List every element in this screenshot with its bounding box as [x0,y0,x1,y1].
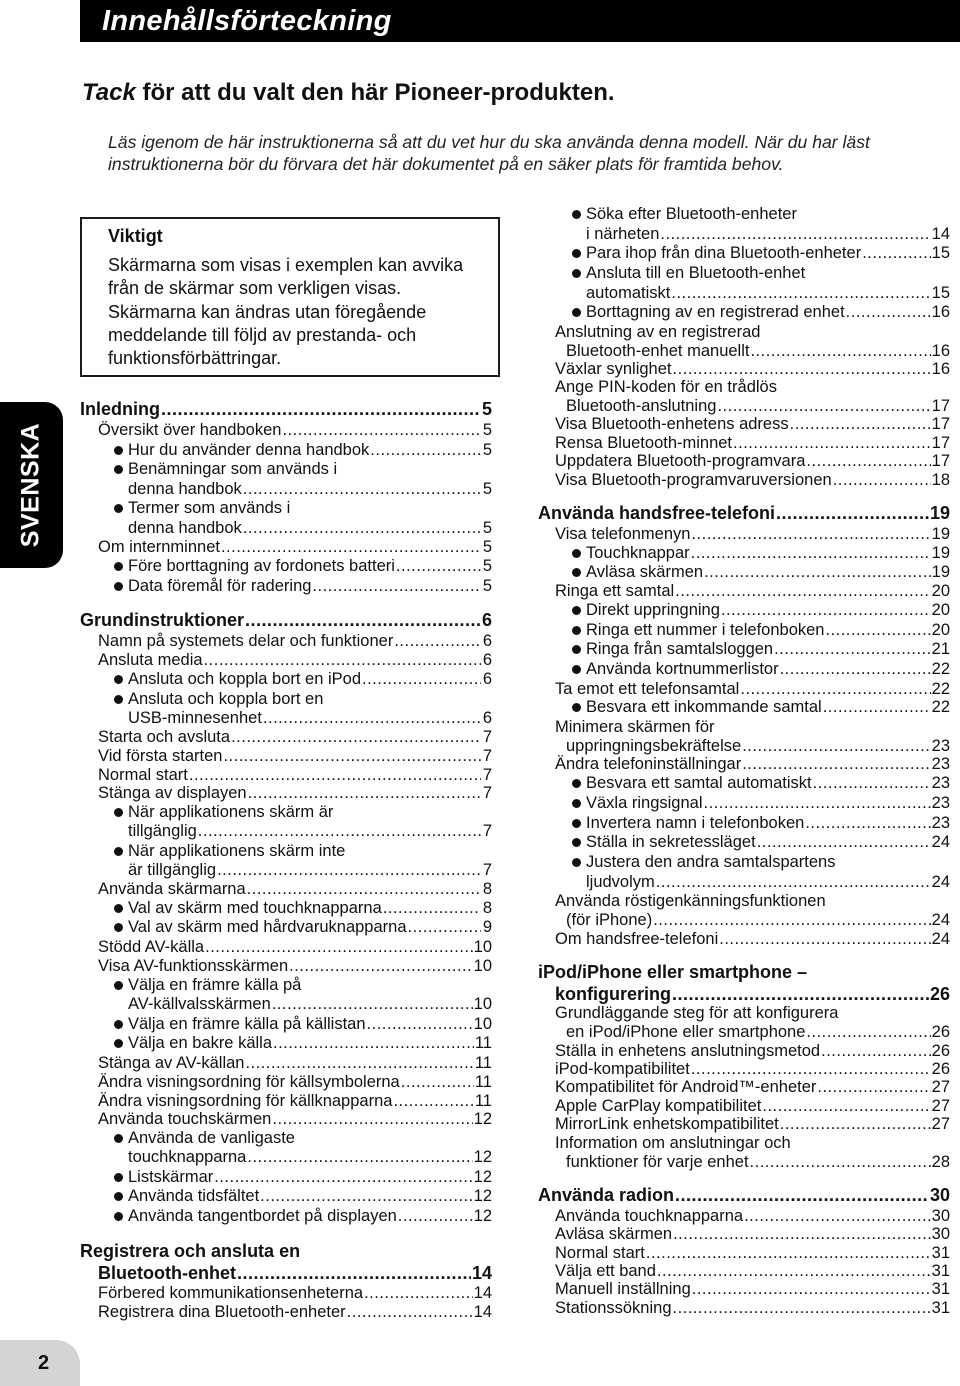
toc-entry[interactable] [555,1206,950,1226]
note-title: Viktigt [108,226,163,246]
toc-entry[interactable] [98,1283,492,1303]
toc-title: automatiskt [586,284,671,302]
toc-entry[interactable] [98,727,492,747]
toc-page: 5 [481,399,492,419]
toc-section-line: Registrera och ansluta en [80,1241,301,1261]
toc-title: Förbered kommunikationsenheterna [98,1284,364,1302]
toc-entry[interactable] [98,879,492,899]
toc-entry[interactable] [555,1243,950,1263]
toc-entry[interactable] [555,1096,950,1116]
toc-title: Välja en bakre källa [128,1034,273,1052]
toc-entry-line: Söka efter Bluetooth-enheter [572,204,797,224]
toc-page: 22 [931,680,950,698]
toc-page: 15 [931,284,950,302]
toc-title: Om internminnet [98,538,220,556]
toc-entry-line: Ange PIN-koden för en trådlös [555,378,777,396]
toc-title: Ändra visningsordning för källsymbolerna [98,1073,400,1091]
toc-page: 12 [473,1168,492,1186]
toc-title: Stänga av AV-källan [98,1054,245,1072]
toc-title: Bluetooth-enhet manuellt [566,342,750,360]
toc-title: uppringningsbekräftelse [566,737,742,755]
toc-entry[interactable] [555,470,950,490]
toc-entry[interactable] [572,562,950,582]
toc-title: Ställa in sekretessläget [586,833,756,851]
subtitle-rest: för att du valt den här Pioneer-produkten. [135,79,615,106]
toc-entry[interactable] [98,937,492,957]
toc-title: Val av skärm med touchknapparna [128,899,382,917]
toc-title: Använda tangentbordet på displayen [128,1207,397,1225]
toc-title: Före borttagning av fordonets batteri [128,557,395,575]
toc-page: 27 [931,1078,950,1096]
toc-title: Använda kortnummerlistor [586,660,779,678]
toc-page: 20 [931,621,950,639]
toc-entry-line: Information om anslutningar och [555,1134,791,1152]
toc-entry[interactable] [586,283,950,303]
toc-page: 15 [931,244,950,262]
toc-title: Använda skärmarna [98,880,246,898]
toc-page: 11 [474,1092,492,1110]
toc-title: Visa telefonmenyn [555,525,691,543]
toc-page: 19 [931,544,950,562]
toc-title: Listskärmar [128,1168,214,1186]
toc-title: Grundinstruktioner [80,610,245,630]
toc-entry[interactable] [114,440,492,460]
toc-entry[interactable] [555,1114,950,1134]
toc-entry[interactable] [98,420,492,440]
toc-page: 19 [929,503,950,523]
toc-page: 6 [482,632,492,650]
toc-entry[interactable] [586,224,950,244]
toc-entry[interactable] [98,1053,492,1073]
toc-entry[interactable] [555,359,950,379]
toc-page: 5 [482,577,492,595]
toc-page: 10 [473,957,492,975]
toc-page: 18 [931,471,950,489]
toc-title: Data föremål för radering [128,577,312,595]
toc-entry[interactable] [572,659,950,679]
toc-entry-line: Benämningar som används i [114,459,337,479]
toc-entry-line: Termer som används i [114,498,290,518]
toc-page: 12 [473,1187,492,1205]
toc-entry-line: Minimera skärmen för [555,718,715,736]
toc-entry[interactable] [555,929,950,949]
toc-entry[interactable] [555,1261,950,1281]
toc-title: Normal start [555,1244,645,1262]
toc-section[interactable] [80,398,492,420]
toc-title: Besvara ett inkommande samtal [586,698,822,716]
toc-title: Rensa Bluetooth-minnet [555,434,733,452]
toc-page: 28 [931,1153,950,1171]
toc-entry[interactable] [555,1077,950,1097]
toc-section[interactable] [80,609,492,631]
toc-title: denna handbok [128,480,242,498]
toc-title: Visa Bluetooth-enhetens adress [555,415,789,433]
toc-title: Ansluta media [98,651,203,669]
toc-page: 12 [473,1148,492,1166]
note-line: meddelande till följd av prestanda- och [108,325,417,345]
toc-page: 19 [931,525,950,543]
toc-page: 7 [482,766,492,784]
toc-entry[interactable] [555,581,950,601]
toc-title: i närheten [586,225,660,243]
toc-entry[interactable] [586,872,950,892]
toc-title: USB-minnesenhet [128,709,262,727]
toc-page: 19 [931,563,950,581]
toc-page: 22 [931,660,950,678]
note-line: funktionsförbättringar. [108,348,282,368]
toc-page: 7 [482,728,492,746]
toc-page: 5 [482,441,492,459]
toc-title: Uppdatera Bluetooth-programvara [555,452,806,470]
toc-title: Ta emot ett telefonsamtal [555,680,740,698]
toc-page: 5 [482,538,492,556]
toc-title: Växla ringsignal [586,794,703,812]
toc-title: Bluetooth-anslutning [566,397,717,415]
toc-page: 16 [931,342,950,360]
toc-page: 23 [931,755,950,773]
toc-entry-line: Anslutning av en registrerad [555,323,761,341]
toc-title: touchknapparna [128,1148,247,1166]
toc-page: 7 [482,784,492,802]
toc-entry-line: Justera den andra samtalspartens [572,852,835,872]
toc-page: 17 [931,415,950,433]
toc-title: Avläsa skärmen [555,1225,673,1243]
toc-entry[interactable] [572,600,950,620]
toc-entry[interactable] [114,1033,492,1053]
toc-title: Använda touchskärmen [98,1110,272,1128]
toc-entry[interactable] [98,650,492,670]
toc-entry[interactable] [555,679,950,699]
toc-title: Välja en främre källa på källistan [128,1015,366,1033]
toc-title: Inledning [80,399,160,419]
toc-page: 17 [931,452,950,470]
toc-page: 11 [474,1034,492,1052]
toc-page: 10 [473,995,492,1013]
toc-title: Stationssökning [555,1299,672,1317]
toc-entry[interactable] [572,793,950,813]
toc-page: 16 [931,303,950,321]
toc-entry[interactable] [98,746,492,766]
toc-page: 27 [931,1097,950,1115]
toc-section-line: iPod/iPhone eller smartphone – [538,962,808,982]
toc-title: Ändra telefoninställningar [555,755,742,773]
toc-entry[interactable] [572,639,950,659]
toc-entry-line: Använda röstigenkänningsfunktionen [555,892,826,910]
toc-entry[interactable] [114,898,492,918]
toc-page: 20 [931,582,950,600]
toc-page: 10 [473,938,492,956]
toc-title: Registrera dina Bluetooth-enheter [98,1303,346,1321]
subtitle-prefix: Tack [82,79,136,106]
toc-title: Apple CarPlay kompatibilitet [555,1097,762,1115]
toc-entry[interactable] [572,813,950,833]
toc-title: Normal start [98,766,188,784]
toc-page: 11 [474,1054,492,1072]
toc-page: 17 [931,434,950,452]
toc-entry[interactable] [566,341,950,361]
toc-title: Direkt uppringning [586,601,720,619]
toc-title: tillgänglig [128,822,197,840]
note-line: Skärmarna kan ändras utan föregående [108,302,427,322]
toc-entry[interactable] [98,631,492,651]
toc-page: 12 [473,1207,492,1225]
toc-title: (för iPhone) [566,911,653,929]
toc-entry[interactable] [128,1147,492,1167]
toc-section[interactable] [98,1262,492,1284]
toc-entry[interactable] [555,1059,950,1079]
toc-entry[interactable] [572,832,950,852]
toc-entry[interactable] [98,1302,492,1322]
toc-entry[interactable] [555,451,950,471]
toc-page: 24 [931,873,950,891]
toc-entry[interactable] [555,1298,950,1318]
toc-entry[interactable] [98,1091,492,1111]
toc-title: är tillgänglig [128,861,217,879]
toc-page: 31 [931,1280,950,1298]
subtitle [82,78,615,108]
toc-page: 5 [482,557,492,575]
toc-title: MirrorLink enhetskompatibilitet [555,1115,779,1133]
toc-title: Starta och avsluta [98,728,231,746]
toc-entry[interactable] [555,754,950,774]
toc-page: 7 [482,861,492,879]
toc-page: 6 [482,709,492,727]
toc-entry[interactable] [128,479,492,499]
toc-entry[interactable] [566,736,950,756]
toc-entry[interactable] [128,994,492,1014]
toc-page: 6 [481,610,492,630]
toc-entry[interactable] [128,821,492,841]
toc-title: Ändra visningsordning för källknapparna [98,1092,393,1110]
toc-entry[interactable] [572,302,950,322]
toc-entry[interactable] [566,1152,950,1172]
toc-title: Använda touchknapparna [555,1207,744,1225]
toc-title: ljudvolym [586,873,655,891]
toc-entry-line: När applikationens skärm är [114,802,333,822]
toc-title: Ringa ett nummer i telefonboken [586,621,825,639]
toc-entry[interactable] [572,697,950,717]
toc-title: Använda tidsfältet [128,1187,260,1205]
toc-page: 27 [931,1115,950,1133]
toc-page: 31 [931,1262,950,1280]
toc-title: Besvara ett samtal automatiskt [586,774,812,792]
toc-title: Para ihop från dina Bluetooth-enheter [586,244,862,262]
note-line: Skärmarna som visas i exemplen kan avvika [108,255,464,275]
toc-title: funktioner för varje enhet [566,1153,749,1171]
toc-page: 26 [931,1060,950,1078]
toc-entry[interactable] [572,773,950,793]
note-line: från de skärmar som verkligen visas. [108,278,402,298]
toc-entry[interactable] [98,1109,492,1129]
toc-page: 5 [482,480,492,498]
toc-page: 7 [482,747,492,765]
page-number: 2 [38,1352,50,1374]
toc-title: AV-källvalsskärmen [128,995,271,1013]
toc-entry[interactable] [114,669,492,689]
toc-entry[interactable] [114,576,492,596]
toc-entry-line: När applikationens skärm inte [114,841,345,861]
intro-line: Läs igenom de här instruktionerna så att du vet hur du ska använda denna modell. När du har läst [108,132,870,152]
toc-entry[interactable] [98,765,492,785]
toc-entry[interactable] [98,783,492,803]
toc-entry[interactable] [566,1022,950,1042]
toc-title: Touchknappar [586,544,690,562]
toc-page: 30 [931,1225,950,1243]
toc-title: Växlar synlighet [555,360,672,378]
toc-page: 24 [931,911,950,929]
toc-title: iPod-kompatibilitet [555,1060,690,1078]
toc-title: Manuell inställning [555,1280,691,1298]
toc-entry-line: Grundläggande steg för att konfigurera [555,1004,839,1022]
toc-title: Använda radion [538,1185,675,1205]
toc-entry[interactable] [114,1167,492,1187]
toc-page: 22 [931,698,950,716]
toc-page: 14 [473,1303,492,1321]
toc-title: Hur du använder denna handbok [128,441,370,459]
toc-page: 26 [929,984,950,1004]
toc-entry-line: Ansluta och koppla bort en [114,689,323,709]
toc-title: Borttagning av en registrerad enhet [586,303,845,321]
toc-title: Om handsfree-telefoni [555,930,719,948]
toc-page: 31 [931,1244,950,1262]
toc-section[interactable] [538,1184,950,1206]
toc-entry[interactable] [114,1014,492,1034]
toc-title: denna handbok [128,519,242,537]
toc-entry[interactable] [572,243,950,263]
toc-page: 23 [931,814,950,832]
toc-title: konfigurering [555,984,671,1004]
toc-title: Ringa ett samtal [555,582,675,600]
toc-section[interactable] [555,983,950,1005]
toc-entry[interactable] [98,537,492,557]
toc-entry[interactable] [114,1206,492,1226]
toc-page: 12 [473,1110,492,1128]
toc-title: Stänga av displayen [98,784,247,802]
toc-title: Invertera namn i telefonboken [586,814,805,832]
toc-page: 6 [482,651,492,669]
toc-entry[interactable] [555,1041,950,1061]
toc-page: 8 [482,899,492,917]
toc-entry[interactable] [555,1224,950,1244]
toc-entry[interactable] [114,917,492,937]
toc-page: 14 [931,225,950,243]
toc-entry[interactable] [555,1279,950,1299]
toc-entry[interactable] [555,433,950,453]
toc-entry[interactable] [566,396,950,416]
toc-title: Visa Bluetooth-programvaruversionen [555,471,832,489]
page-title: Innehållsförteckning [102,5,392,37]
toc-entry[interactable] [555,524,950,544]
toc-page: 10 [473,1015,492,1033]
toc-page: 14 [473,1284,492,1302]
toc-page: 31 [931,1299,950,1317]
toc-title: Välja ett band [555,1262,656,1280]
toc-section[interactable] [538,502,950,524]
toc-title: en iPod/iPhone eller smartphone [566,1023,806,1041]
toc-entry-line: Ansluta till en Bluetooth-enhet [572,263,805,283]
toc-page: 24 [931,833,950,851]
toc-title: Ringa från samtalsloggen [586,640,774,658]
toc-page: 23 [931,794,950,812]
toc-title: Val av skärm med hårdvaruknapparna [128,918,407,936]
toc-entry[interactable] [555,414,950,434]
toc-entry[interactable] [98,1072,492,1092]
toc-page: 7 [482,822,492,840]
toc-title: Översikt över handboken [98,421,282,439]
toc-page: 17 [931,397,950,415]
toc-title: Namn på systemets delar och funktioner [98,632,394,650]
toc-page: 11 [474,1073,492,1091]
toc-page: 30 [931,1207,950,1225]
toc-entry[interactable] [572,543,950,563]
toc-entry[interactable] [128,518,492,538]
toc-entry[interactable] [128,708,492,728]
toc-title: Ansluta och koppla bort en iPod [128,670,361,688]
toc-title: Visa AV-funktionsskärmen [98,957,289,975]
toc-page: 24 [931,930,950,948]
toc-entry[interactable] [128,860,492,880]
toc-title: Ställa in enhetens anslutningsmetod [555,1042,821,1060]
toc-page: 20 [931,601,950,619]
toc-page: 5 [482,421,492,439]
toc-page: 23 [931,737,950,755]
language-tab-label: SVENSKA [16,422,45,548]
toc-title: Vid första starten [98,747,223,765]
toc-title: Kompatibilitet för Android™-enheter [555,1078,817,1096]
toc-page: 9 [482,918,492,936]
toc-entry-line: Använda de vanligaste [114,1128,295,1148]
toc-page: 23 [931,774,950,792]
toc-page: 14 [471,1263,492,1283]
toc-page: 6 [482,670,492,688]
toc-title: Bluetooth-enhet [98,1263,236,1283]
toc-page: 16 [931,360,950,378]
toc-entry[interactable] [572,620,950,640]
toc-entry[interactable] [114,1186,492,1206]
toc-entry-line: Välja en främre källa på [114,975,301,995]
toc-title: Stödd AV-källa [98,938,205,956]
toc-page: 21 [931,640,950,658]
toc-title: Använda handsfree-telefoni [538,503,776,523]
toc-page: 26 [931,1023,950,1041]
intro-line: instruktionerna bör du förvara det här dokumentet på en säker plats för framtida behov. [108,154,784,174]
toc-page: 30 [929,1185,950,1205]
toc-entry[interactable] [566,910,950,930]
toc-entry[interactable] [114,556,492,576]
toc-page: 26 [931,1042,950,1060]
toc-entry[interactable] [98,956,492,976]
toc-page: 8 [482,880,492,898]
toc-page: 5 [482,519,492,537]
toc-title: Avläsa skärmen [586,563,704,581]
